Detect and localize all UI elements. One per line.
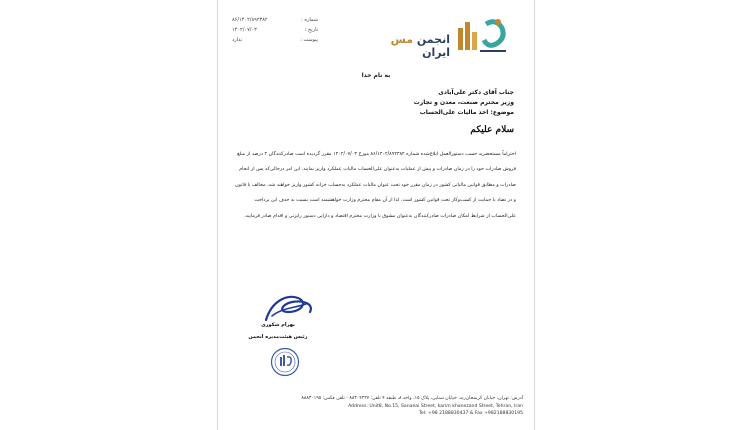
org-name-mes: مس — [390, 33, 414, 46]
association-logo-icon — [452, 14, 512, 56]
letter-subject: موضوع: اخذ مالیات علی‌الحساب — [419, 109, 514, 116]
letter-meta — [232, 15, 318, 45]
org-name — [374, 33, 450, 59]
recipient-position: وزیر محترم صنعت، معدن و تجارت — [413, 99, 514, 106]
footer-address-en: Address: Unit8, No.15, Sanaeai Street, karim khanezand Street, Tehran, Iran — [348, 403, 523, 409]
date-label: تاریخ : — [304, 27, 318, 33]
footer-phone: Tel: +98 2188830437 & Fax +982188830195 — [418, 411, 523, 416]
signatory-name: بهرام شکوری — [261, 322, 295, 328]
footer-address-fa: آدرس: تهران، خیابان کریمخان‌زند، خیابان سنایی، پلاک ۱۵، واحد ۸، طبقه ۴ تلفن: ۸۸۳۰۴۲۳۷ - تلفن فکس: ۸۸۸۳۰۱۹۵ — [301, 396, 523, 401]
attachment-value: ندارد — [232, 37, 243, 43]
greeting: سلام علیکم — [470, 125, 514, 135]
number-label: شماره : — [301, 17, 318, 23]
number-value: ۸۶/۱۴۰۲/۸۹۲۳۸۲ — [232, 17, 268, 23]
date-row — [232, 25, 318, 35]
recipient-block — [254, 88, 514, 118]
org-name-iran: ایران — [422, 46, 450, 59]
attachment-row — [232, 35, 318, 45]
number-row — [232, 15, 318, 25]
org-name-anjoman: انجمن — [416, 33, 450, 46]
bismillah: به نام خدا — [361, 72, 391, 79]
attachment-label: پیوست : — [300, 37, 318, 43]
official-stamp-icon — [270, 347, 300, 377]
date-value: ۱۴۰۲/۰۷/۰۳ — [232, 27, 257, 33]
signatory-title: رئیس هیئت‌مدیره انجمن — [248, 334, 308, 340]
letter-page — [218, 0, 534, 430]
recipient-name: جناب آقای دکتر علی‌آبادی — [438, 89, 514, 96]
letter-footer — [288, 395, 523, 418]
letter-body: احتراماً مستحضرید حسب دستورالعمل ابلاغ‌شده شماره ۸۶/۱۴۰۲/۸۹۲۳۸۲ مورخ ۱۴۰۲/۰۷/۰۳ مقرر گردیده است صادرکنندگان ۲ درصد از مبلغ فروش صادرات خود را در زمان صادرات و پیش از عملیات به‌عنوان علی‌الحساب مالیات عملکرد واریز نمایند. این امر درحالی‌که پس از انجام صادرات و مطابق قوانین مالیاتی کشور در زمان مقرر خود تحت عنوان مالیات عملکرد به‌حساب خزانه کشور واریز خواهند شد، مخالف با قانون و در تضاد با حمایت از کسب‌وکار تحت قوانین کشور است. لذا از آن مقام محترم وزارت خواهشمند است نسبت به حذف این پرداخت علی‌الحساب از شرایط امکان صادرات صادرکنندگان به‌عنوان مشوق با وزارت محترم اقتصاد و دارایی دستور رایزنی و اقدام صادر فرمایید. — [235, 152, 516, 219]
